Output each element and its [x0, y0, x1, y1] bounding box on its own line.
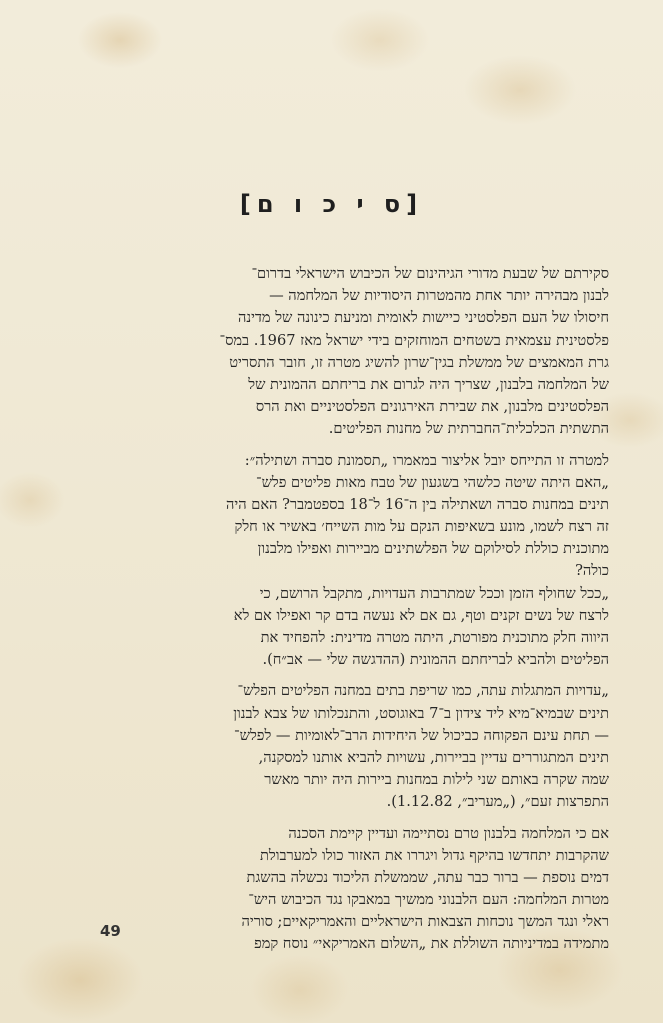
text-line: היווה חלק מתוכנית מפורטת, היתה מטרה מדינית: להפחיד את [260, 629, 609, 646]
text-line: אם כי המלחמה בלבנון טרם נסתיימה ועדיין קיימת הסכנה [288, 824, 609, 842]
text-line: לרצח של נשים זקנים וטף, גם אם לא נעשה בדם קר ואפילו אם לא [233, 606, 609, 624]
text-line: הפליטים ולהביא לבריחתם ההמונית (ההדגשה שלי — אב״ח). [262, 651, 609, 669]
text-line: הפלסטינים מלבנון, את שבירת האירגונים הפלסטיניים ואת הרס [255, 398, 609, 416]
text-line: שמה שקרה באותם שני לילות במחנות ביירות היה יותר מאשר [264, 771, 609, 789]
text-line: התפרצות זעם״, („מעריב״, 1.12.82). [386, 793, 609, 811]
text-line: חיסולו של העם הפלסטיני כיישות לאומית ומניעת כינונה של מדינה [237, 309, 609, 327]
text-line: פלסטינית עצמאית בשטחים המוחזקים בידי ישראל מאז 1967. במס־ [219, 331, 609, 349]
page-number: 49 [100, 922, 121, 940]
paragraph-2 [103, 450, 609, 583]
text-line: סקירתם של שבעת מדורי הגיהינום של הכיבוש הישראלי בדרום־ [251, 265, 609, 282]
text-line: זה רצח לשמו, מונע בשאיפות הנקם על מות השייח׳ באשיר או חלק [234, 518, 609, 536]
text-line: תינים שבמיא־מיא ליד צידון ב־7 באוגוסט, והתנכלותו של צבא לבנון [233, 704, 609, 722]
text-line: תינים המתגוררים עדיין בביירות, עשויות להביא אותנו למסקנה, [258, 748, 609, 766]
text-line: „ככל שחולף הזמן וככל שמתרבות העדויות, מתקבל הרושם, כי [259, 584, 609, 602]
text-line: מתמידה במדיניותה השוללת את „השלום האמריקאי״ נוסח קמפ [254, 935, 609, 953]
text-line: שהקרבות יתחדשו בהיקף גדול ויגררו את האזור כולו למערבולת [259, 846, 609, 864]
text-line: מטרות המלחמה: העם הלבנוני ממשיך במאבקו נגד הכיבוש היש־ [248, 891, 609, 909]
text-line: גרת המאמצים של ממשלת בגין־שרון להשיג מטרה זו, חובר התסריט [229, 353, 609, 371]
text-line: למטרה זו התייחס יובל אליצור במאמרו „תסמונת סברה ושתילה״: [244, 451, 609, 469]
text-line: תינים במחנות סברה ושאתילה בין ה־16 ל־18 בספטמבר? האם היה [225, 495, 609, 513]
paragraph-3 [103, 583, 609, 672]
body-text [103, 263, 609, 956]
paragraph-1 [103, 263, 609, 441]
chapter-title: [ס י כ ו ם] [239, 190, 424, 218]
text-line: דמים נוספת — ברור כבר עתה, שממשלת הליכוד נכשלה בהשגת [246, 868, 609, 886]
text-line: מתוכנית כוללת לסילוקם של הפלשתינים מביירות ואפילו מלבנון [257, 540, 609, 558]
text-line: התשתית הכלכלית־החברתית של מחנות הפליטים. [328, 420, 609, 438]
text-line: של המלחמה בלבנון, שצריך היה לגרום את בריחתם ההמונית של [248, 375, 609, 393]
text-line: „האם היתה שיטה כלשהי בשגעון של טבח מאות פליטים פלש־ [256, 473, 609, 491]
text-line: — תחת עינם הפקוחה כביכול של היחידות הרב־לאומיות — לפלש־ [234, 726, 609, 744]
paragraph-5 [103, 823, 609, 956]
text-line: ראלי ונגד המשך נוכחות הצבאות הישראליים והאמריקאיים; סוריה [241, 913, 609, 931]
paragraph-4 [103, 680, 609, 813]
text-line: „עדויות המתגלות עתה, כמו שריפת בתים במחנה הפליטים הפלש־ [237, 682, 609, 700]
text-line: לבנון מבהירה יותר אחת מהמטרות היסודיות של המלחמה — [269, 287, 609, 305]
text-line: כולה? [575, 562, 609, 580]
